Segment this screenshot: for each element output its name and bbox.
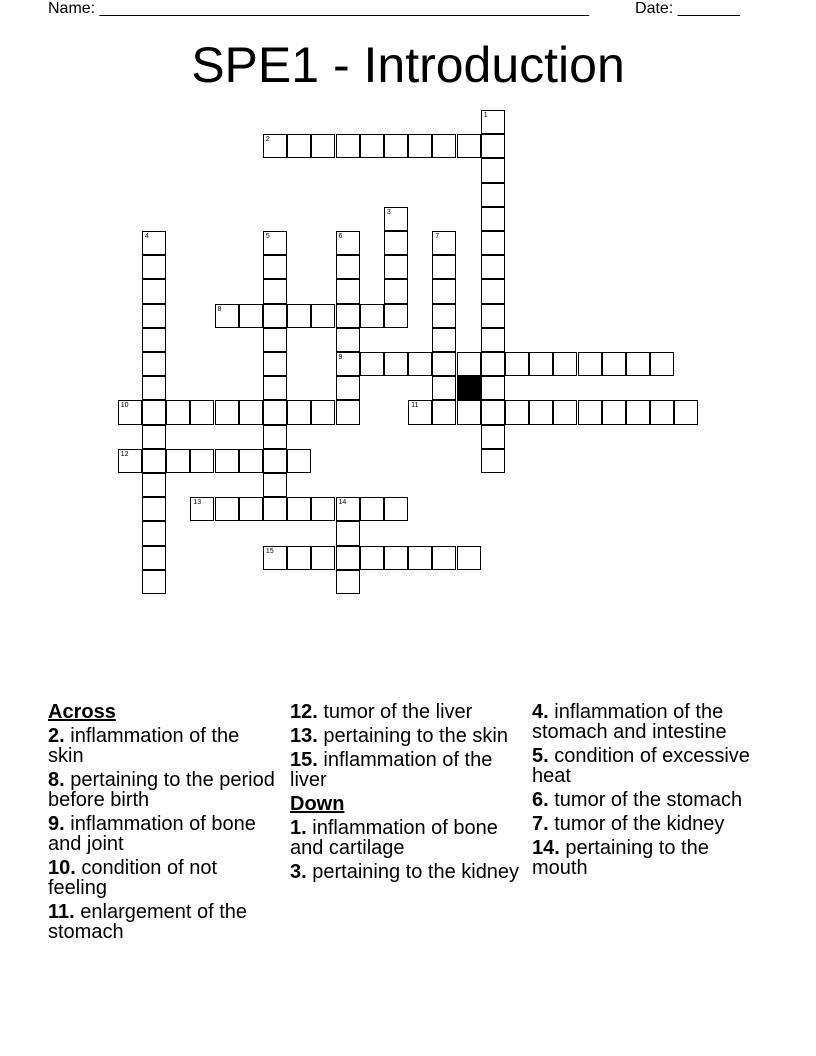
clue-column-1 bbox=[48, 702, 290, 946]
clue-down-3: 3. pertaining to the kidney bbox=[290, 861, 520, 883]
grid-cell[interactable] bbox=[481, 328, 505, 352]
grid-cell[interactable] bbox=[311, 546, 335, 570]
grid-cell[interactable] bbox=[142, 400, 166, 424]
grid-cell[interactable] bbox=[384, 279, 408, 303]
grid-cell[interactable] bbox=[263, 255, 287, 279]
clue-down-4: 4. inflammation of the stomach and intestine bbox=[532, 701, 727, 743]
grid-cell[interactable] bbox=[263, 134, 287, 158]
grid-cell[interactable] bbox=[384, 546, 408, 570]
grid-cell[interactable] bbox=[142, 497, 166, 521]
grid-cell[interactable] bbox=[336, 570, 360, 594]
grid-cell[interactable] bbox=[142, 473, 166, 497]
grid-cell[interactable] bbox=[529, 400, 553, 424]
clue-number: 4 bbox=[144, 233, 149, 240]
grid-cell[interactable] bbox=[263, 449, 287, 473]
grid-cell[interactable] bbox=[481, 352, 505, 376]
black-square bbox=[457, 376, 481, 400]
grid-cell[interactable] bbox=[142, 570, 166, 594]
grid-cell[interactable] bbox=[360, 304, 384, 328]
grid-cell[interactable] bbox=[239, 449, 263, 473]
clue-down-5: 5. condition of excessive heat bbox=[532, 745, 750, 787]
grid-cell[interactable] bbox=[215, 497, 239, 521]
grid-cell[interactable] bbox=[432, 255, 456, 279]
grid-cell[interactable] bbox=[481, 449, 505, 473]
grid-cell[interactable] bbox=[336, 255, 360, 279]
grid-cell[interactable] bbox=[239, 304, 263, 328]
grid-cell[interactable] bbox=[263, 352, 287, 376]
grid-cell[interactable] bbox=[190, 449, 214, 473]
grid-cell[interactable] bbox=[263, 473, 287, 497]
grid-cell[interactable] bbox=[360, 352, 384, 376]
grid-cell[interactable] bbox=[408, 352, 432, 376]
grid-cell[interactable] bbox=[481, 134, 505, 158]
grid-cell[interactable] bbox=[432, 134, 456, 158]
grid-cell[interactable] bbox=[336, 279, 360, 303]
clue-down-6: 6. tumor of the stomach bbox=[532, 789, 743, 811]
grid-cell[interactable] bbox=[287, 400, 311, 424]
grid-cell[interactable] bbox=[263, 328, 287, 352]
grid-cell[interactable] bbox=[505, 352, 529, 376]
grid-cell[interactable] bbox=[263, 497, 287, 521]
clue-number: 8 bbox=[217, 305, 222, 313]
grid-cell[interactable] bbox=[311, 134, 335, 158]
grid-cell[interactable] bbox=[432, 546, 456, 570]
clue-across-10: 10. condition of not feeling bbox=[48, 857, 218, 899]
grid-cell[interactable] bbox=[142, 255, 166, 279]
across-heading: Across bbox=[48, 701, 116, 723]
grid-cell[interactable] bbox=[263, 546, 287, 570]
grid-cell[interactable] bbox=[384, 352, 408, 376]
grid-cell[interactable] bbox=[336, 376, 360, 400]
grid-cell[interactable] bbox=[287, 546, 311, 570]
grid-cell[interactable] bbox=[481, 207, 505, 231]
grid-cell[interactable] bbox=[142, 352, 166, 376]
grid-cell[interactable] bbox=[311, 400, 335, 424]
grid-cell[interactable] bbox=[432, 376, 456, 400]
down-heading: Down bbox=[290, 793, 345, 815]
date-line[interactable]: Date: _______ bbox=[635, 0, 740, 17]
clue-number: 7 bbox=[435, 233, 440, 240]
clue-list bbox=[48, 702, 778, 946]
grid-cell[interactable] bbox=[481, 110, 505, 134]
grid-cell[interactable] bbox=[650, 352, 674, 376]
clue-number: 15 bbox=[265, 547, 274, 555]
grid-cell[interactable] bbox=[481, 255, 505, 279]
grid-cell[interactable] bbox=[481, 183, 505, 207]
grid-cell[interactable] bbox=[626, 400, 650, 424]
grid-cell[interactable] bbox=[578, 352, 602, 376]
clue-across-11: 11. enlargement of the stomach bbox=[48, 901, 248, 943]
clue-down-7: 7. tumor of the kidney bbox=[532, 813, 725, 835]
clue-number: 2 bbox=[265, 136, 270, 144]
clue-number: 9 bbox=[338, 354, 343, 361]
grid-cell[interactable] bbox=[239, 497, 263, 521]
grid-cell[interactable] bbox=[432, 231, 456, 255]
grid-cell[interactable] bbox=[360, 134, 384, 158]
grid-cell[interactable] bbox=[650, 400, 674, 424]
grid-cell[interactable] bbox=[142, 376, 166, 400]
grid-cell[interactable] bbox=[142, 328, 166, 352]
grid-cell[interactable] bbox=[384, 255, 408, 279]
grid-cell[interactable] bbox=[311, 497, 335, 521]
grid-cell[interactable] bbox=[142, 449, 166, 473]
grid-cell[interactable] bbox=[142, 521, 166, 545]
grid-cell[interactable] bbox=[263, 231, 287, 255]
clue-across-13: 13. pertaining to the skin bbox=[290, 725, 508, 747]
clue-number: 1 bbox=[483, 112, 488, 119]
clue-number: 14 bbox=[338, 499, 347, 507]
grid-cell[interactable] bbox=[336, 134, 360, 158]
grid-cell[interactable] bbox=[336, 352, 360, 376]
clue-down-14: 14. pertaining to the mouth bbox=[532, 837, 709, 879]
grid-cell[interactable] bbox=[553, 352, 577, 376]
grid-cell[interactable] bbox=[481, 400, 505, 424]
grid-cell[interactable] bbox=[481, 376, 505, 400]
grid-cell[interactable] bbox=[142, 304, 166, 328]
grid-cell[interactable] bbox=[287, 497, 311, 521]
grid-cell[interactable] bbox=[481, 304, 505, 328]
grid-cell[interactable] bbox=[190, 497, 214, 521]
grid-cell[interactable] bbox=[118, 449, 142, 473]
grid-cell[interactable] bbox=[457, 352, 481, 376]
grid-cell[interactable] bbox=[336, 521, 360, 545]
grid-cell[interactable] bbox=[384, 134, 408, 158]
grid-cell[interactable] bbox=[336, 497, 360, 521]
grid-cell[interactable] bbox=[481, 279, 505, 303]
grid-cell[interactable] bbox=[360, 497, 384, 521]
grid-cell[interactable] bbox=[457, 134, 481, 158]
grid-cell[interactable] bbox=[553, 400, 577, 424]
grid-cell[interactable] bbox=[432, 328, 456, 352]
grid-cell[interactable] bbox=[336, 546, 360, 570]
clue-number: 13 bbox=[193, 499, 202, 507]
grid-cell[interactable] bbox=[287, 134, 311, 158]
grid-cell[interactable] bbox=[336, 400, 360, 424]
clue-across-15: 15. inflammation of the liver bbox=[290, 749, 493, 791]
grid-cell[interactable] bbox=[674, 400, 698, 424]
grid-cell[interactable] bbox=[287, 449, 311, 473]
grid-cell[interactable] bbox=[481, 158, 505, 182]
clue-across-9: 9. inflammation of bone and joint bbox=[48, 813, 256, 855]
clue-number: 12 bbox=[120, 450, 129, 458]
name-line[interactable]: Name: _______________________________________________________ bbox=[48, 0, 589, 17]
clue-number: 3 bbox=[386, 208, 391, 216]
grid-cell[interactable] bbox=[190, 400, 214, 424]
grid-cell[interactable] bbox=[118, 400, 142, 424]
grid-cell[interactable] bbox=[626, 352, 650, 376]
grid-cell[interactable] bbox=[481, 231, 505, 255]
grid-cell[interactable] bbox=[142, 231, 166, 255]
grid-cell[interactable] bbox=[432, 304, 456, 328]
clue-across-12: 12. tumor of the liver bbox=[290, 701, 473, 723]
grid-cell[interactable] bbox=[529, 352, 553, 376]
grid-cell[interactable] bbox=[384, 497, 408, 521]
clue-number: 5 bbox=[265, 233, 270, 240]
grid-cell[interactable] bbox=[384, 231, 408, 255]
grid-cell[interactable] bbox=[215, 449, 239, 473]
grid-cell[interactable] bbox=[384, 304, 408, 328]
grid-cell[interactable] bbox=[384, 207, 408, 231]
grid-cell[interactable] bbox=[336, 328, 360, 352]
clue-column-2 bbox=[290, 702, 532, 946]
clue-number: 11 bbox=[411, 402, 419, 410]
grid-cell[interactable] bbox=[239, 400, 263, 424]
grid-cell[interactable] bbox=[602, 352, 626, 376]
grid-cell[interactable] bbox=[457, 400, 481, 424]
grid-cell[interactable] bbox=[432, 279, 456, 303]
grid-cell[interactable] bbox=[166, 449, 190, 473]
grid-cell[interactable] bbox=[263, 400, 287, 424]
grid-cell[interactable] bbox=[336, 231, 360, 255]
grid-cell[interactable] bbox=[142, 279, 166, 303]
grid-cell[interactable] bbox=[263, 376, 287, 400]
grid-cell[interactable] bbox=[263, 425, 287, 449]
grid-cell[interactable] bbox=[602, 400, 626, 424]
clue-across-8: 8. pertaining to the period before birth bbox=[48, 769, 275, 811]
clue-column-3 bbox=[532, 702, 774, 946]
grid-cell[interactable] bbox=[215, 304, 239, 328]
grid-cell[interactable] bbox=[578, 400, 602, 424]
grid-cell[interactable] bbox=[263, 279, 287, 303]
page-title: SPE1 - Introduction bbox=[191, 37, 625, 93]
grid-cell[interactable] bbox=[457, 546, 481, 570]
grid-cell[interactable] bbox=[408, 134, 432, 158]
grid-cell[interactable] bbox=[336, 304, 360, 328]
grid-cell[interactable] bbox=[481, 425, 505, 449]
clue-across-2: 2. inflammation of the skin bbox=[48, 725, 240, 767]
clue-number: 6 bbox=[338, 233, 343, 240]
grid-cell[interactable] bbox=[263, 304, 287, 328]
grid-cell[interactable] bbox=[360, 546, 384, 570]
clue-down-1: 1. inflammation of bone and cartilage bbox=[290, 817, 498, 859]
grid-cell[interactable] bbox=[142, 425, 166, 449]
grid-cell[interactable] bbox=[505, 400, 529, 424]
grid-cell[interactable] bbox=[408, 400, 432, 424]
clue-number: 10 bbox=[120, 402, 129, 410]
grid-cell[interactable] bbox=[287, 304, 311, 328]
grid-cell[interactable] bbox=[408, 546, 432, 570]
grid-cell[interactable] bbox=[142, 546, 166, 570]
grid-cell[interactable] bbox=[311, 304, 335, 328]
grid-cell[interactable] bbox=[215, 400, 239, 424]
grid-cell[interactable] bbox=[432, 352, 456, 376]
grid-cell[interactable] bbox=[432, 400, 456, 424]
grid-cell[interactable] bbox=[166, 400, 190, 424]
